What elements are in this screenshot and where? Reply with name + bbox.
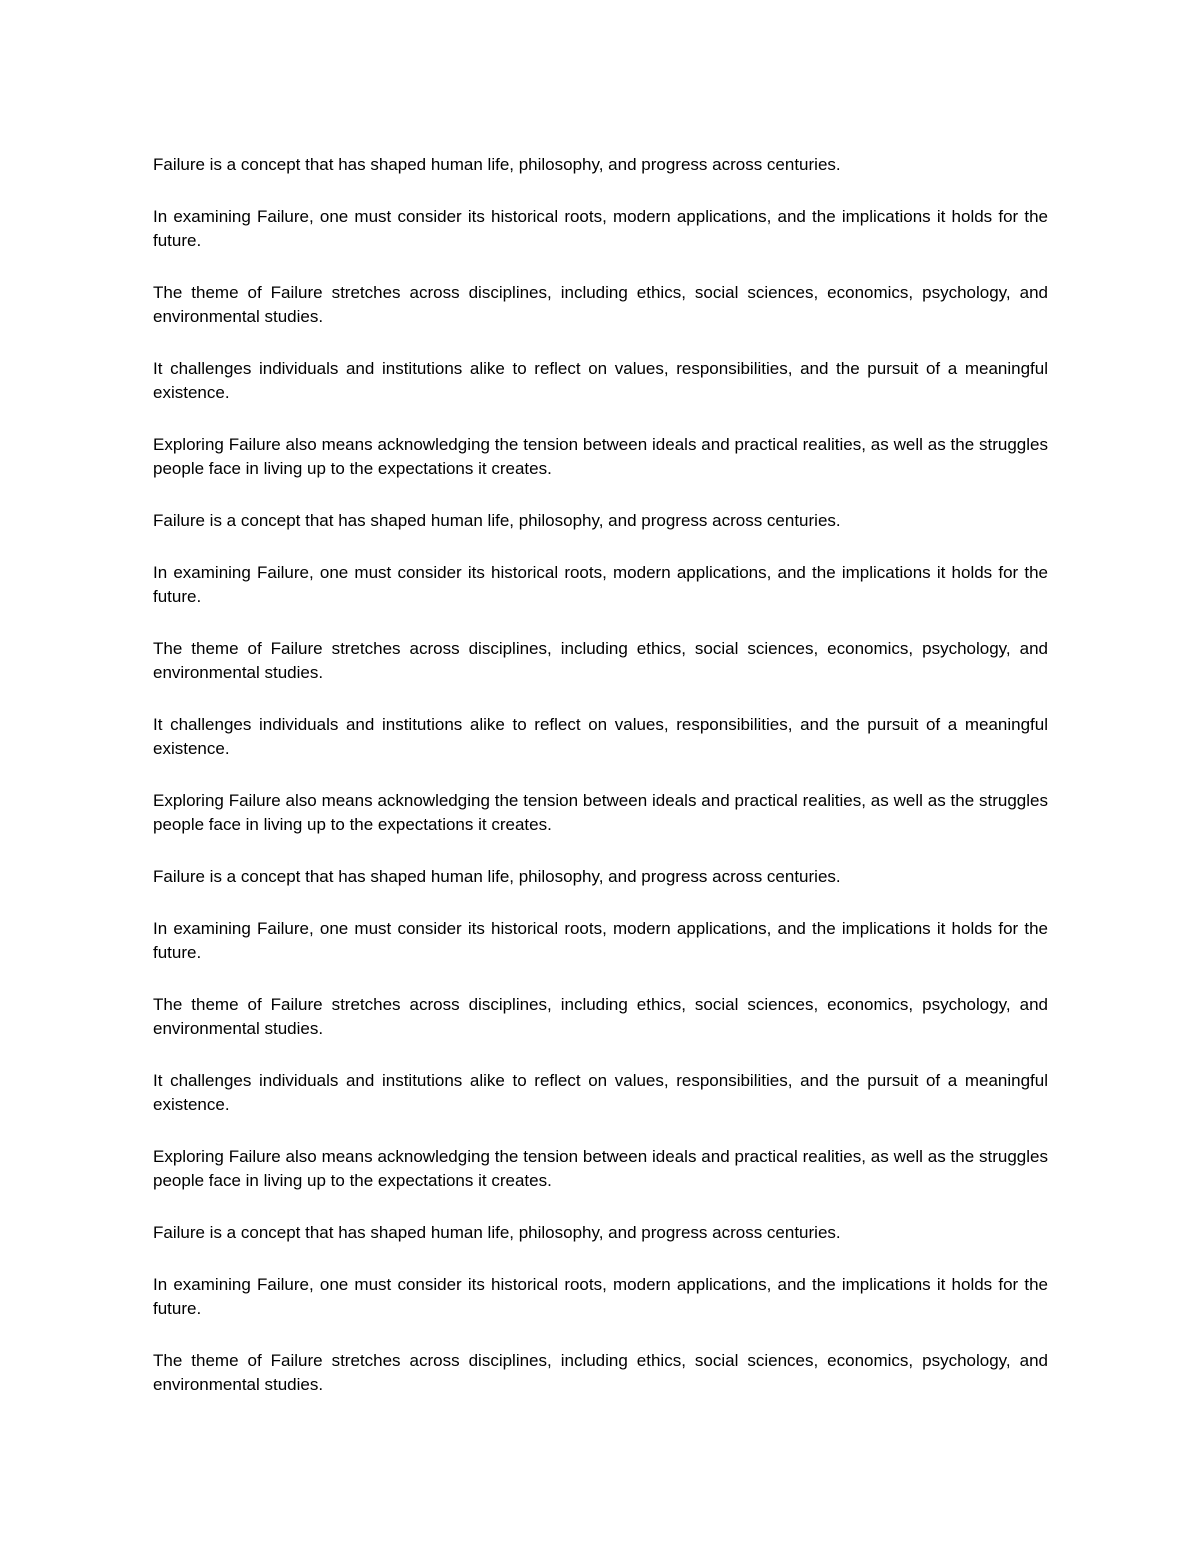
document-body xyxy=(153,153,1048,1425)
paragraph: It challenges individuals and institutions alike to reflect on values, responsibilities, and the pursuit of a meaningful existence. xyxy=(153,715,1048,758)
paragraph: In examining Failure, one must consider its historical roots, modern applications, and the implications it holds for the future. xyxy=(153,919,1048,962)
paragraph: It challenges individuals and institutions alike to reflect on values, responsibilities, and the pursuit of a meaningful existence. xyxy=(153,359,1048,402)
paragraph: Exploring Failure also means acknowledging the tension between ideals and practical realities, as well as the struggles people face in living up to the expectations it creates. xyxy=(153,791,1048,834)
paragraph: Exploring Failure also means acknowledging the tension between ideals and practical realities, as well as the struggles people face in living up to the expectations it creates. xyxy=(153,435,1048,478)
paragraph: In examining Failure, one must consider its historical roots, modern applications, and the implications it holds for the future. xyxy=(153,563,1048,606)
paragraph: Failure is a concept that has shaped human life, philosophy, and progress across centuries. xyxy=(153,155,841,174)
paragraph: It challenges individuals and institutions alike to reflect on values, responsibilities, and the pursuit of a meaningful existence. xyxy=(153,1071,1048,1114)
paragraph: Failure is a concept that has shaped human life, philosophy, and progress across centuries. xyxy=(153,511,841,530)
paragraph: Failure is a concept that has shaped human life, philosophy, and progress across centuries. xyxy=(153,867,841,886)
paragraph: The theme of Failure stretches across disciplines, including ethics, social sciences, economics, psychology, and environmental studies. xyxy=(153,283,1048,326)
paragraph: The theme of Failure stretches across disciplines, including ethics, social sciences, economics, psychology, and environmental studies. xyxy=(153,995,1048,1038)
paragraph: The theme of Failure stretches across disciplines, including ethics, social sciences, economics, psychology, and environmental studies. xyxy=(153,639,1048,682)
paragraph: Failure is a concept that has shaped human life, philosophy, and progress across centuries. xyxy=(153,1223,841,1242)
paragraph: In examining Failure, one must consider its historical roots, modern applications, and the implications it holds for the future. xyxy=(153,207,1048,250)
paragraph: Exploring Failure also means acknowledging the tension between ideals and practical realities, as well as the struggles people face in living up to the expectations it creates. xyxy=(153,1147,1048,1190)
paragraph: In examining Failure, one must consider its historical roots, modern applications, and the implications it holds for the future. xyxy=(153,1275,1048,1318)
paragraph: The theme of Failure stretches across disciplines, including ethics, social sciences, economics, psychology, and environmental studies. xyxy=(153,1351,1048,1394)
